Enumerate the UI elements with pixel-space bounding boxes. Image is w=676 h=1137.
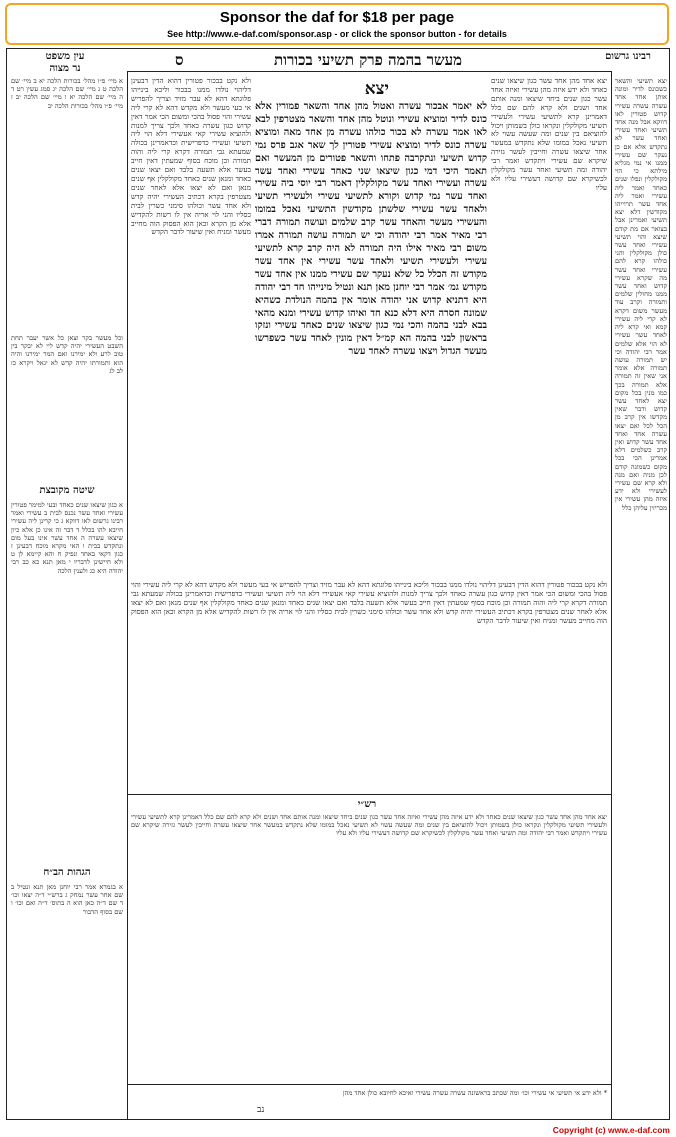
rashi-lower-text: יצא אחד מהן אחד עשר כגון שיצאו שנים כאחד ולא ידע איזה מהן עשירי ואיזה אחד עשר כגון שנים ביחד שיצאו ומנה אותם אחד ושנים ולא קרא להם שם כלל דאמרינן קרא לתשיעי עשירי ולעשירי תשיעי מקולקלין ונקראו כולן בשמותן ויכול להוציאם בין שנים ומה שעשה עשוי לא תשיעי נאכל במומו שלא נתקדש במעשר אחר שיצאו עשרה וחייבין לעשר גזירה שיקרא שם עשירי ויתקדש ואמר רבי יהודה ומה תשיעי ואחד עשר מקולקלין לכשיקרא שם קדושה דעשירי עליו ולא עליו — [131, 813, 607, 838]
commentary-divider — [127, 794, 611, 795]
copyright-link[interactable]: Copyright (c) www.e-daf.com — [552, 1125, 670, 1135]
rabbeinu-gershom-text: יצא תשיעי והשאר כשכונס לדיר ומונה אותן אחד אחד עשרה עשרה עשירי קדוש פטורין לאו דווקא אבל מנה אחד תשיעי ואחד עשירי ואחד עשר לא נתקדש אלא אם כן נעקר שם עשירי ממנו אי נמי מגליא מילתא כי הוי מקולקלין ונפלו שנים כאחד ואמר ליה עשירי ואמר ליה אחד עשר תרוייהו מקודשין דלא יצא תשיעי ואמרינן אבל בצואר אם מת קודם שיצא והוי תשיעי עשירי ואחד עשר כולן מקולקלין והני כולהו קרא להם עשירי ואחד עשר מה שקרא עשירי קדוש ואחד עשר ממנו מחולין שלמים ותמורה וקרב עוד מעשר משום דקרא לא קרי ליה עשירי קמא ואי קרא ליה לאחד עשר עשירי לא הוי אלא שלמים אמר רבי יהודה וכי יש תמורה עושה תמורה אלא אומר אני שאין זה תמורה אלא תמורה בכך כמו מנין בכל מקום יצא לאחד עשר קדוש ודבר שאין מקדשו אין קרב מן הכל לכל ואם יצאו עשרה אחד ואחד אחד עשר קדוש ואין קרב כשלמים דלא אמרינן הכי בכל מקום כשמונה קודם לכן מניה ואם מנה ולא קרא שם עשירי לעשירי ולא ידע איזה מהן עשירי אין מכריזין עליהן כלל — [615, 77, 667, 512]
ein-mishpat-text: א מיי׳ פ״ו מהל׳ בכורות הלכה יא ב מיי׳ שם הלכה ט ג מיי׳ שם הלכה יג סמג עשין רט ד ה מיי׳ שם הלכה יא ו מיי׳ שם הלכה יב ז מיי׳ פ״ו מהל׳ בכורות הלכה יב — [11, 77, 123, 110]
sponsor-banner-subtitle[interactable]: See http://www.e-daf.com/sponsor.asp - or click the sponsor button - for details — [167, 29, 507, 39]
header-rule — [127, 71, 611, 72]
commentary-lower-band: ולא נקט בבכור פטורין דהוא הדין דבעינן דליהוי נולדו ממנו בבכור וליכא בינייהו פלוגתא דהא לא עבר מזיד וצריך להפריש אי בעי מעשר ולא מקדש דהא לא קרי ליה עשירי והוי פסול בהכי ומשום הכי אמר דאין קדוש כגון עשרה כאחד ולכך צריך למנות ולהוציא עשירי קאי אעשירי דלא הוי ליה תשיעי ועשירי כדפרישית וכדאמרינן בכולה שמעתא גבי תמורה דקרא קרי ליה והוה תמורה וכן מוכח בסוף שמעתין דאין חייב בעשר אלא תשעה בלבד ואם יצאו שנים כאחד ומנאן שנים כאחד מקולקלין אף שנים מנאן ואם לא יצאו אלא לאחר שנים מצטרפין בקרא דכתיב העשירי יהיה קדש ולא אחד עשר וכולהו סימני כשרין לבית כסליו והני לוי אריה אין לו רשות להקדיש אלא מן הקרא וכאן הוא הפסוק הוה מחייב מעשר ומניח ואין שיעור לדבר הקדש — [131, 581, 607, 625]
rabbeinu-gershom-header: רבינו גרשום — [605, 51, 651, 62]
sponsor-banner-title[interactable]: Sponsor the daf for $18 per page — [219, 9, 455, 26]
tosafot-text: ולא נקט בבכור פטורין דהוא הדין דבעינן דליהוי נולדו ממנו בבכור וליכא בינייהו פלוגתא דהא לא עבר מזיד וצריך להפריש אי בעי מעשר ולא מקדש דהא לא קרי ליה עשירי והוי פסול בהכי ומשום הכי אמר דאין קדוש כגון עשרה כאחד ולכך צריך למנות ולהוציא עשירי קאי אעשירי דלא הוי ליה תשיעי ועשירי כדפרישית וכדאמרינן בכולה שמעתא גבי תמורה דקרא קרי ליה והוה תמורה וכן מוכח בסוף שמעתין דאין חייב בעשר אלא תשעה בלבד ואם יצאו שנים כאחד ומנאן שנים כאחד מקולקלין אף שנים מנאן ואם לא יצאו אלא לאחר שנים מצטרפין בקרא דכתיב העשירי יהיה קדש ולא אחד עשר וכולהו סימני כשרין לבית כסליו והני לוי אריה אין לו רשות להקדיש אלא מן הקרא וכאן הוא הפסוק הוה מחייב מעשר ומניח ואין שיעור לדבר הקדש — [131, 77, 251, 237]
gemara-text: לא יאמר אבכור עשרה ואטול מהן אחד והשאר פמורין אלא כונס לדיר ומוציא עשירי ונוטל מהן אחד והשאר מצטרפין לבא לאו אמר עשרה לא בכור כולהו עשרה מן אחד מאה ומוציא עשרה כונס לדיר ומוציא עשירי פטורין לך שאר אגב פרס נמי קדוש תשיעי ונתקרבה פתחו והשאר פטורים מן המעשר ואם תאמר היכי דמי כגון שיצאו שני כאחד עשירי ואחד עשר עשרה ועשירי ואחד עשר מקולקלין דאמר רבי יוסי ביה עשירי ואחד עשר נמי קדוש וקורא לתשיעי עשירי ולעשירי תשיעי ולאחד עשר עשירי שלשתן מקודשין התשיעי נאכל במומו והעשירי מעשר והאחד עשר קרב שלמים ועושה תמורה דברי רבי מאיר אמר רבי יהודה וכי יש תמורה עושה תמורה אמרו משום רבי מאיר אילו היה תמורה לא היה קרב קרא לתשיעי עשירי ולעשירי תשיעי ולאחד עשר עשירי אין אחד עשר מקודש זה הכלל כל שלא נעקר שם עשירי ממנו אין אחד עשר מקודש גמ׳ אמר רבי יוחנן מאן תנא ונטיל מינייהו חד רבי יהודה היא דתניא קדוש אני יהודה אומר אין בהמה הנולדת כשהיא שמונה חסרה היא דלא כנא חד ואיהו קדוש עשירי ומנא מהאי בבא לבני בהמה והכי נמי כגון שיצאו שנים כאחד עשירי ונזקו בראשון לבני בהמה הא קמ״ל דאין מונין לאחד עשר כשפרשו מעשר הגדול ויצאו עשרה לאחד עשר — [255, 101, 487, 358]
torah-or-text: וכל מעשר בקר וצאן כל אשר יעבר תחת השבט העשירי יהיה קדש ליי לא יבקר בין טוב לרע ולא ימירנו ואם המר ימירנו והיה הוא ותמורתו יהיה קדש לא יגאל ויקרא כז לב לג — [11, 334, 123, 375]
right-column-divider — [611, 71, 612, 1119]
running-title: מעשר בהמה פרק תשיעי בכורות — [273, 51, 463, 69]
ein-mishpat-header: עין משפט נר מצוה — [45, 51, 85, 74]
sponsor-banner[interactable] — [5, 3, 669, 45]
rashi-text: יצא אחד מהן אחד עשר כגון שיצאו שנים כאחד ולא ידע איזה מהן עשירי ואיזה אחד עשר כגון שנים ביחד שיצאו ומנה אותם אחד ושנים ולא קרא להם שם כלל דאמרינן קרא לתשיעי עשירי ולעשירי תשיעי מקולקלין ונקראו כולן בשמותן ויכול להוציאם בין שנים ומה שעשה עשוי לא תשיעי נאכל במומו שלא נתקדש במעשר אחר שיצאו עשרה וחייבין לעשר גזירה שיקרא שם עשירי ויתקדש ואמר רבי יהודה ומה תשיעי ואחד עשר מקולקלין לכשיקרא שם קדושה דעשירי עליו ולא עליו — [491, 77, 607, 192]
left-column-divider — [127, 71, 128, 1119]
folio-number: נב — [257, 1105, 265, 1115]
hagahot-habach-text: א בגמרא אמר רבי יוחנן מאן תנא ונטיל ב שם אחר עשר נמחק ג ברש״י ד״ה יצאו וכו׳ ד שם ד״ה כאן הוא ה בתוס׳ ד״ה ואם וכו׳ ו שם בסוף הדבור — [11, 883, 123, 916]
footer-divider — [127, 1084, 611, 1085]
shitah-mekubetzet-text: א כגון שיצאו שנים כאחד ובעי למימר פטורין עשירי ואחד עשר נכנס לבית ב עשירי ואמר רבינו גרשום לאו דווקא ג כי קרינן ליה עשירי חייבא להו בכלל ד דבר זה אינו כן אלא כיון שיצאו עשרה ה אחד עשר אינו בעל מום ונתקדש בבית ו האי מקרא מוכח דבעינן ז כגון דקאי באחד ונפיק ח והא קיימא לן ט ולא חיישינן לדבריו י מאן תנא כא כב רבי יהודה היא כג ולענין הלכה — [11, 501, 123, 575]
hagahot-habach-heading: הגהות הב״ח — [43, 867, 91, 878]
folio-letter: ס — [175, 51, 184, 69]
gemara-opening-word: יצא — [364, 79, 389, 99]
rashi-heading: רש״י — [357, 799, 377, 810]
footer-note: * ולא ידע אי תשיעי אי עשירי וכו׳ ומה שכתב בראשונה עשרה עשרה עשירי ואיכא לחיובא כולן אחד מהן — [342, 1089, 607, 1097]
talmud-page — [6, 48, 670, 1120]
shitah-mekubetzet-heading: שיטה מקובצת — [39, 485, 95, 496]
